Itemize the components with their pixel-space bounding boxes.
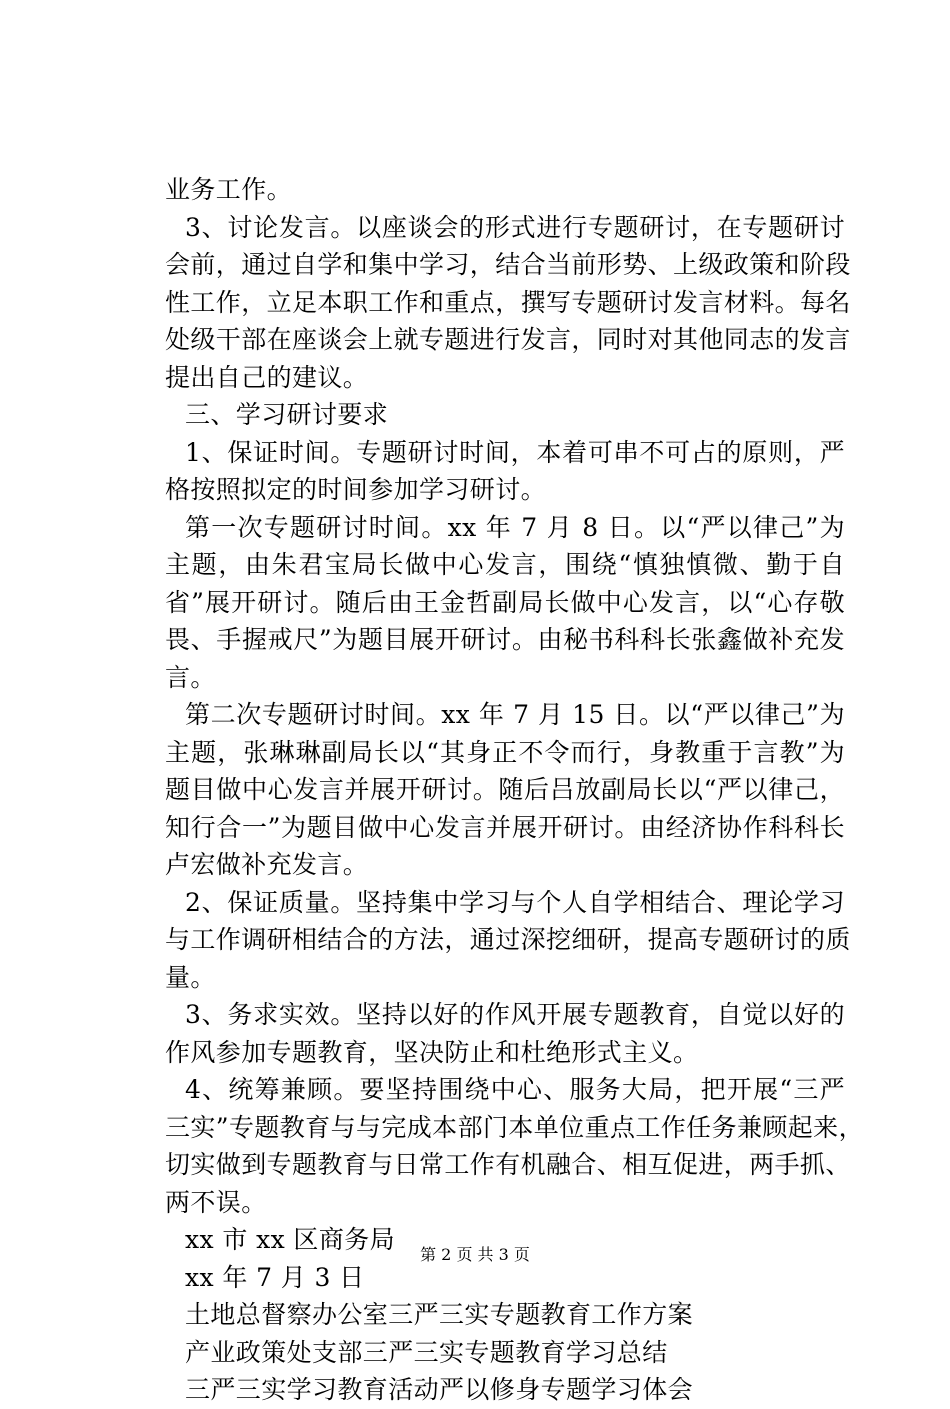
text-line: 言。 xyxy=(165,662,216,692)
text-line: 3、讨论发言。以座谈会的形式进行专题研讨，在专题研讨 xyxy=(185,212,845,242)
text-line: 提出自己的建议。 xyxy=(165,362,369,392)
text-line: 与工作调研相结合的方法，通过深挖细研，提高专题研讨的质 xyxy=(165,925,851,954)
related-link[interactable]: 土地总督察办公室三严三实专题教育工作方案 xyxy=(185,1300,694,1329)
text-line: 题目做中心发言并展开研讨。随后吕放副局长以“严以律己， xyxy=(165,775,845,804)
text-line: 量。 xyxy=(165,962,216,992)
text-line: 切实做到专题教育与日常工作有机融合、相互促进，两手抓、 xyxy=(165,1150,851,1179)
text-line: 性工作，立足本职工作和重点，撰写专题研讨发言材料。每名 xyxy=(165,287,851,317)
text-line: 4、统筹兼顾。要坚持围绕中心、服务大局，把开展“三严 xyxy=(185,1075,845,1104)
text-line: 处级干部在座谈会上就专题进行发言，同时对其他同志的发言 xyxy=(165,325,851,354)
text-line: 畏、手握戒尺”为题目展开研讨。由秘书科科长张鑫做补充发 xyxy=(165,625,845,654)
text-line: 主题，由朱君宝局长做中心发言，围绕“慎独慎微、勤于自 xyxy=(165,550,845,579)
text-line: 第一次专题研讨时间。xx 年 7 月 8 日。以“严以律己”为 xyxy=(185,512,845,542)
text-line: 2、保证质量。坚持集中学习与个人自学相结合、理论学习 xyxy=(185,887,845,917)
related-link[interactable]: 三严三实学习教育活动严以修身专题学习体会 xyxy=(185,1375,694,1404)
related-link[interactable]: 产业政策处支部三严三实专题教育学习总结 xyxy=(185,1337,668,1367)
text-line: 三实”专题教育与与完成本部门本单位重点工作任务兼顾起来， xyxy=(165,1112,864,1142)
text-line: 省”展开研讨。随后由王金哲副局长做中心发言，以“心存敬 xyxy=(165,587,845,617)
text-line: 知行合一”为题目做中心发言并展开研讨。由经济协作科科长 xyxy=(165,812,845,842)
text-line: 会前，通过自学和集中学习，结合当前形势、上级政策和阶段 xyxy=(165,250,851,279)
document-body xyxy=(165,171,864,1409)
text-line: 业务工作。 xyxy=(165,175,293,204)
text-line: 第二次专题研讨时间。xx 年 7 月 15 日。以“严以律己”为 xyxy=(185,700,845,729)
text-line: 作风参加专题教育，坚决防止和杜绝形式主义。 xyxy=(165,1037,699,1067)
text-line: 两不误。 xyxy=(165,1187,267,1217)
text-line: 主题，张琳琳副局长以“其身正不令而行，身教重于言教”为 xyxy=(165,737,845,767)
text-line: 卢宏做补充发言。 xyxy=(165,850,369,879)
text-line: 3、务求实效。坚持以好的作风开展专题教育，自觉以好的 xyxy=(185,1000,845,1029)
text-line: 格按照拟定的时间参加学习研讨。 xyxy=(165,475,547,504)
text-line: 1、保证时间。专题研讨时间，本着可串不可占的原则，严 xyxy=(185,437,845,467)
signature-org: xx 市 xx 区商务局 xyxy=(185,1225,396,1254)
section-heading: 三、学习研讨要求 xyxy=(185,400,389,429)
page-footer: 第 2 页 共 3 页 xyxy=(420,1245,530,1264)
signature-date: xx 年 7 月 3 日 xyxy=(185,1262,365,1292)
